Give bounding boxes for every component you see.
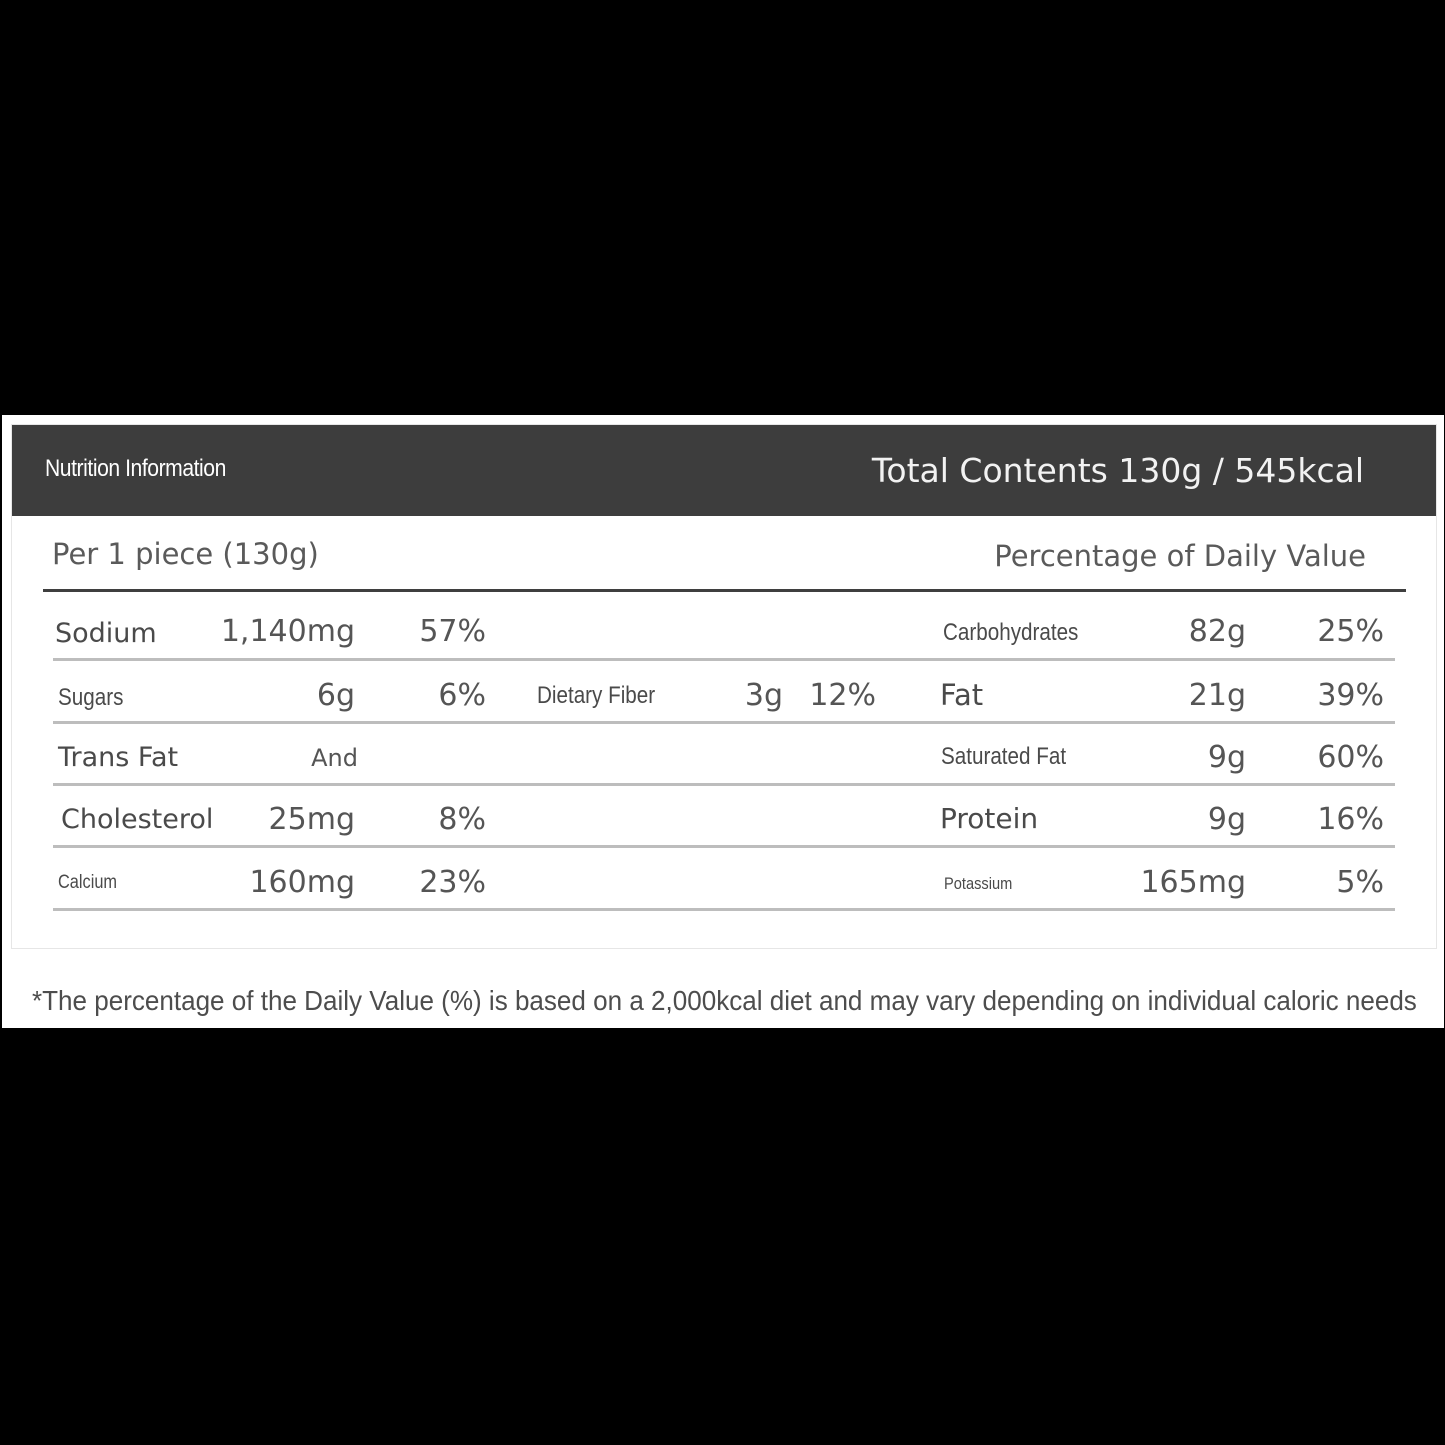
nutrient-percent: 16% — [1317, 802, 1384, 837]
nutrient-name: Sugars — [58, 684, 124, 711]
nutrient-name: Calcium — [58, 872, 118, 893]
row-divider — [53, 721, 1395, 724]
nutrient-name: Fat — [940, 678, 984, 712]
nutrient-amount: 6g — [316, 678, 355, 713]
footnote: *The percentage of the Daily Value (%) is based on a 2,000kcal diet and may vary depending on individual caloric needs — [32, 985, 1417, 1016]
header-divider — [43, 589, 1406, 592]
nutrient-percent: 39% — [1317, 678, 1384, 713]
nutrient-amount: 25mg — [268, 802, 355, 837]
nutrient-name: Dietary Fiber — [537, 682, 656, 709]
nutrient-amount: 165mg — [1140, 865, 1246, 900]
nutrient-percent: 6% — [438, 678, 486, 713]
row-divider — [53, 908, 1395, 911]
nutrient-amount: 3g — [744, 678, 783, 713]
nutrient-amount: 82g — [1188, 614, 1246, 649]
nutrient-amount: 9g — [1207, 802, 1246, 837]
header-title: Nutrition Information — [45, 455, 226, 482]
nutrient-amount: 160mg — [249, 865, 355, 900]
nutrient-percent: 8% — [438, 802, 486, 837]
row-divider — [53, 845, 1395, 848]
nutrient-name: Potassium — [944, 874, 1013, 893]
nutrition-card — [11, 424, 1437, 949]
total-contents: Total Contents 130g / 545kcal — [871, 451, 1364, 490]
nutrient-amount: 9g — [1207, 740, 1246, 775]
nutrient-name: Sodium — [55, 618, 157, 649]
nutrient-percent: 5% — [1336, 865, 1384, 900]
nutrient-percent: 12% — [809, 678, 876, 713]
nutrient-percent: 23% — [419, 865, 486, 900]
nutrient-name: Carbohydrates — [943, 619, 1079, 646]
header-bar — [12, 425, 1436, 516]
serving-size: Per 1 piece (130g) — [52, 537, 319, 571]
nutrition-panel — [2, 415, 1444, 1028]
nutrient-name: Saturated Fat — [941, 743, 1067, 770]
nutrient-amount: 1,140mg — [220, 614, 355, 649]
row-divider — [53, 658, 1395, 661]
nutrient-percent: 25% — [1317, 614, 1384, 649]
row-divider — [53, 783, 1395, 786]
nutrient-percent: 57% — [419, 614, 486, 649]
nutrient-name: Trans Fat — [58, 742, 179, 773]
nutrient-amount: 21g — [1188, 678, 1246, 713]
nutrient-name: Protein — [940, 802, 1039, 835]
nutrient-name: Cholesterol — [61, 804, 214, 835]
daily-value-heading: Percentage of Daily Value — [994, 539, 1366, 573]
nutrient-amount: And — [311, 744, 358, 772]
nutrient-percent: 60% — [1317, 740, 1384, 775]
